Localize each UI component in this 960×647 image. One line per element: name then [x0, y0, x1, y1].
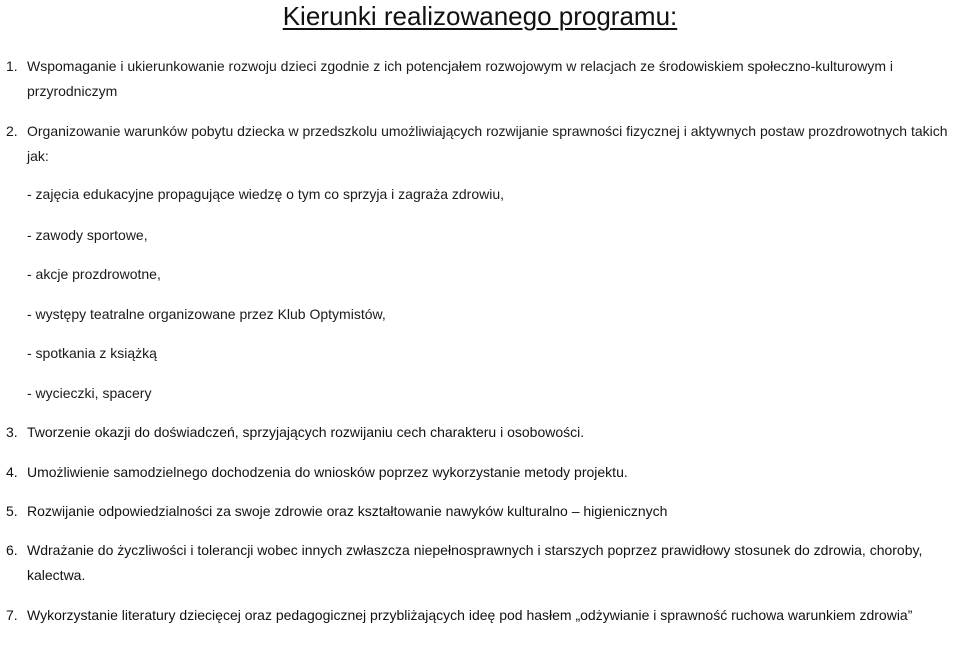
sub-item-5: - spotkania z książką: [27, 345, 157, 361]
list-number: 2.: [6, 123, 18, 139]
list-item-7: [6, 603, 958, 628]
sub-item-2: - zawody sportowe,: [27, 227, 148, 243]
list-number: 1.: [6, 58, 18, 74]
list-item-6: [6, 538, 958, 588]
list-item-5: [6, 499, 958, 524]
list-text: Tworzenie okazji do doświadczeń, sprzyjających rozwijaniu cech charakteru i osobowości.: [27, 424, 585, 440]
list-text: Wspomaganie i ukierunkowanie rozwoju dzieci zgodnie z ich potencjałem rozwojowym w relacjach ze środowiskiem społeczno-kulturowym i przyrodniczym: [27, 58, 894, 99]
list-text: Umożliwienie samodzielnego dochodzenia do wniosków poprzez wykorzystanie metody projektu.: [27, 464, 628, 480]
list-item-4: [6, 460, 958, 485]
sub-item-6: - wycieczki, spacery: [27, 385, 152, 401]
list-text: Wdrażanie do życzliwości i tolerancji wobec innych zwłaszcza niepełnosprawnych i starszych poprzez prawidłowy stosunek do zdrowia, choroby, kalectwa.: [27, 542, 923, 583]
list-number: 7.: [6, 607, 18, 623]
list-item-1: [6, 54, 958, 104]
sub-item-1: - zajęcia edukacyjne propagujące wiedzę o tym co sprzyja i zagraża zdrowiu,: [27, 186, 505, 202]
sub-item-3: - akcje prozdrowotne,: [27, 266, 161, 282]
sub-item-4: - występy teatralne organizowane przez Klub Optymistów,: [27, 306, 386, 322]
list-text: Organizowanie warunków pobytu dziecka w przedszkolu umożliwiających rozwijanie sprawności fizycznej i aktywnych postaw prozdrowotnych takich jak:: [27, 123, 948, 164]
list-number: 6.: [6, 542, 18, 558]
list-text: Wykorzystanie literatury dziecięcej oraz pedagogicznej przybliżających ideę pod hasłem „odżywianie i sprawność ruchowa warunkiem zdrowia”: [27, 607, 913, 623]
list-text: Rozwijanie odpowiedzialności za swoje zdrowie oraz kształtowanie nawyków kulturalno – higienicznych: [27, 503, 668, 519]
list-number: 3.: [6, 424, 18, 440]
list-number: 5.: [6, 503, 18, 519]
list-item-2: [6, 119, 958, 169]
page-title: Kierunki realizowanego programu:: [282, 1, 678, 31]
list-item-3: [6, 420, 958, 445]
list-number: 4.: [6, 464, 18, 480]
